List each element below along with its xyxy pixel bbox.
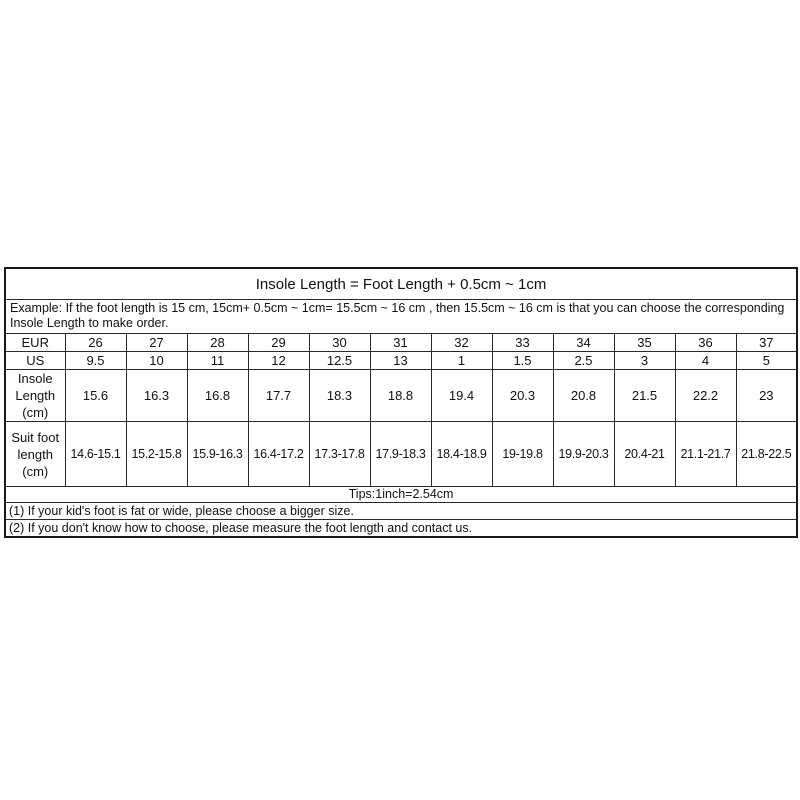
insole-length-cell: 16.3 <box>126 370 187 422</box>
insole-length-cell: 19.4 <box>431 370 492 422</box>
insole-length-cell: 20.3 <box>492 370 553 422</box>
note-row <box>5 520 797 538</box>
insole-length-cell: 17.7 <box>248 370 309 422</box>
suit-foot-length-label: Suit foot length (cm) <box>5 422 65 487</box>
eur-size-cell: 30 <box>309 334 370 352</box>
suit-foot-length-cell: 19.9-20.3 <box>553 422 614 487</box>
insole-length-label: Insole Length (cm) <box>5 370 65 422</box>
insole-length-row <box>5 370 797 422</box>
insole-length-cell: 15.6 <box>65 370 126 422</box>
suit-foot-length-row <box>5 422 797 487</box>
tips-row <box>5 487 797 503</box>
chart-title: Insole Length = Foot Length + 0.5cm ~ 1cm <box>5 268 797 300</box>
example-text: Example: If the foot length is 15 cm, 15cm+ 0.5cm ~ 1cm= 15.5cm ~ 16 cm , then 15.5cm ~ 16 cm is that you can choose the corresponding Insole Length to make order. <box>5 300 797 334</box>
us-size-cell: 4 <box>675 352 736 370</box>
suit-foot-length-cell: 20.4-21 <box>614 422 675 487</box>
eur-size-cell: 37 <box>736 334 797 352</box>
suit-foot-length-cell: 17.9-18.3 <box>370 422 431 487</box>
suit-foot-length-cell: 19-19.8 <box>492 422 553 487</box>
eur-size-cell: 27 <box>126 334 187 352</box>
suit-foot-length-cell: 14.6-15.1 <box>65 422 126 487</box>
eur-row <box>5 334 797 352</box>
eur-size-cell: 29 <box>248 334 309 352</box>
suit-foot-length-cell: 17.3-17.8 <box>309 422 370 487</box>
us-label: US <box>5 352 65 370</box>
tips-text: Tips:1inch=2.54cm <box>5 487 797 503</box>
us-size-cell: 12 <box>248 352 309 370</box>
eur-size-cell: 28 <box>187 334 248 352</box>
us-size-cell: 1.5 <box>492 352 553 370</box>
suit-foot-length-cell: 16.4-17.2 <box>248 422 309 487</box>
eur-size-cell: 35 <box>614 334 675 352</box>
eur-size-cell: 33 <box>492 334 553 352</box>
eur-size-cell: 32 <box>431 334 492 352</box>
us-size-cell: 2.5 <box>553 352 614 370</box>
insole-length-cell: 21.5 <box>614 370 675 422</box>
insole-length-cell: 16.8 <box>187 370 248 422</box>
title-row <box>5 268 797 300</box>
us-row <box>5 352 797 370</box>
us-size-cell: 9.5 <box>65 352 126 370</box>
us-size-cell: 3 <box>614 352 675 370</box>
note-measure-contact: (2) If you don't know how to choose, please measure the foot length and contact us. <box>5 520 797 538</box>
us-size-cell: 13 <box>370 352 431 370</box>
note-row <box>5 503 797 520</box>
suit-foot-length-cell: 21.8-22.5 <box>736 422 797 487</box>
suit-foot-length-cell: 18.4-18.9 <box>431 422 492 487</box>
insole-length-cell: 18.3 <box>309 370 370 422</box>
us-size-cell: 5 <box>736 352 797 370</box>
suit-foot-length-cell: 15.9-16.3 <box>187 422 248 487</box>
suit-foot-length-cell: 21.1-21.7 <box>675 422 736 487</box>
size-chart-table <box>4 267 798 538</box>
insole-length-cell: 20.8 <box>553 370 614 422</box>
us-size-cell: 12.5 <box>309 352 370 370</box>
insole-length-cell: 23 <box>736 370 797 422</box>
insole-length-cell: 22.2 <box>675 370 736 422</box>
us-size-cell: 1 <box>431 352 492 370</box>
eur-size-cell: 31 <box>370 334 431 352</box>
insole-length-cell: 18.8 <box>370 370 431 422</box>
eur-label: EUR <box>5 334 65 352</box>
us-size-cell: 11 <box>187 352 248 370</box>
us-size-cell: 10 <box>126 352 187 370</box>
example-row <box>5 300 797 334</box>
note-fat-wide-foot: (1) If your kid's foot is fat or wide, please choose a bigger size. <box>5 503 797 520</box>
eur-size-cell: 34 <box>553 334 614 352</box>
suit-foot-length-cell: 15.2-15.8 <box>126 422 187 487</box>
eur-size-cell: 36 <box>675 334 736 352</box>
eur-size-cell: 26 <box>65 334 126 352</box>
